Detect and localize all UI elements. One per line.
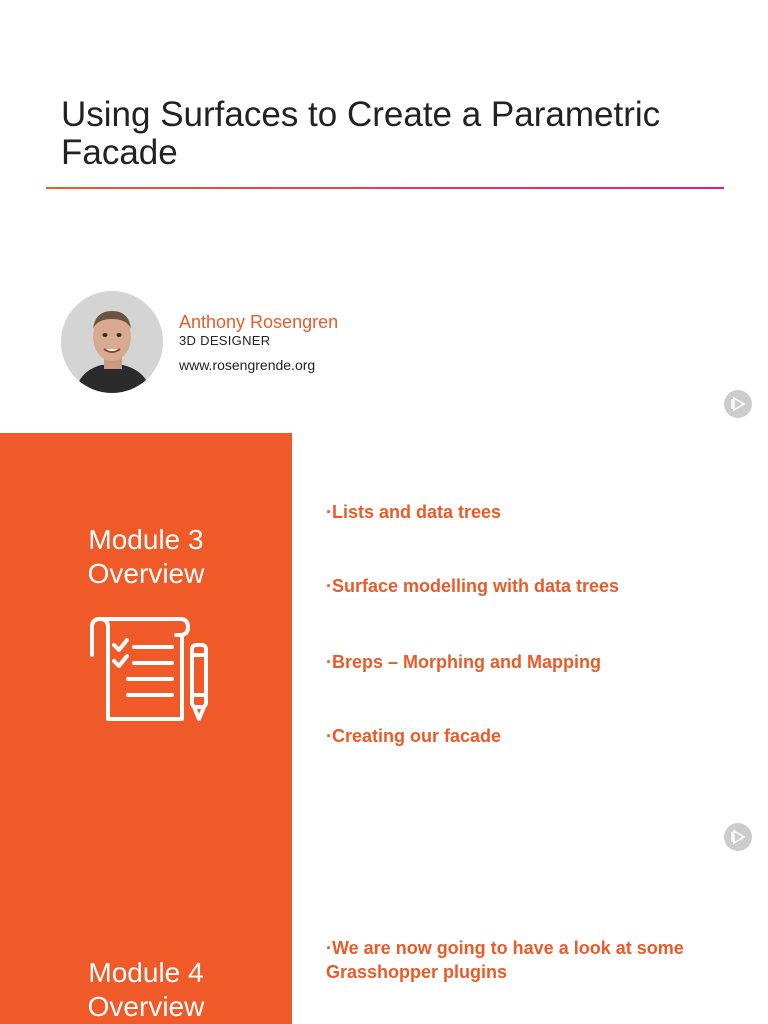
module-4-title: Module 4 Overview	[87, 957, 205, 1022]
avatar	[61, 291, 163, 393]
play-icon[interactable]	[724, 390, 752, 418]
play-icon[interactable]	[724, 823, 752, 851]
author-photo	[61, 291, 163, 393]
author-name: Anthony Rosengren	[179, 312, 339, 332]
page-title: Using Surfaces to Create a Parametric Facade	[61, 95, 661, 172]
module-3-bullet-2: ·Surface modelling with data trees	[326, 576, 620, 596]
module-3-bullet-3: ·Breps – Morphing and Mapping	[326, 652, 601, 672]
module-3-bullet-4: ·Creating our facade	[326, 726, 502, 746]
module-panel	[0, 433, 292, 1024]
author-role: 3D DESIGNER	[179, 333, 271, 348]
module-3-bullet-1: ·Lists and data trees	[326, 502, 502, 522]
module-4-bullet-1: ·We are now going to have a look at some Grasshopper plugins	[326, 938, 684, 982]
checklist-icon	[88, 615, 210, 723]
module-3-title: Module 3 Overview	[87, 524, 205, 589]
author-website-link[interactable]: www.rosengrende.org	[179, 357, 316, 373]
title-divider	[46, 187, 724, 189]
